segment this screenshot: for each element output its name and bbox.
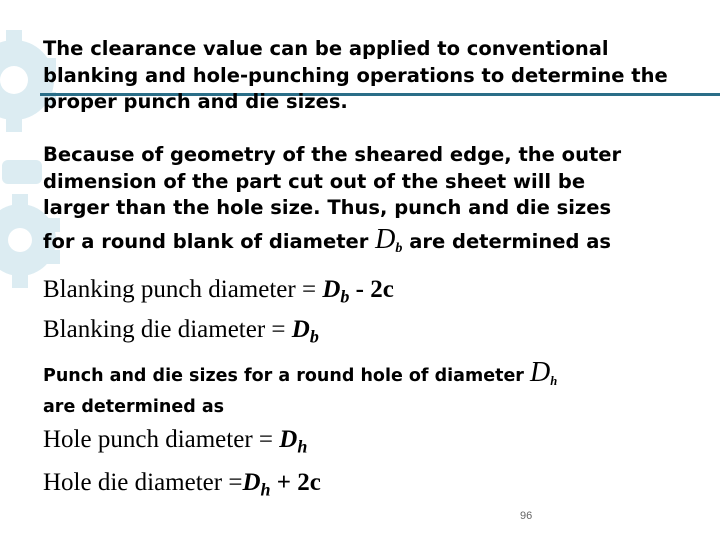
geometry-line-4-prefix: for a round blank of diameter	[43, 230, 376, 253]
diameter-subscript: b	[395, 240, 403, 257]
equation-tail: - 2c	[349, 276, 394, 303]
hole-die-equation	[43, 469, 321, 500]
diameter-variable: D	[375, 224, 396, 255]
equation-subscript: b	[309, 326, 319, 347]
equation-text: Blanking die diameter =	[43, 316, 292, 343]
geometry-paragraph	[43, 142, 621, 222]
equation-text: Hole punch diameter =	[43, 426, 280, 453]
intro-paragraph: The clearance value can be applied to conventional blanking and hole-punching operations to determine the proper punch and die sizes.	[43, 37, 668, 113]
equation-tail: + 2c	[270, 469, 321, 496]
equation-variable: D	[291, 316, 310, 343]
hole-line-2: are determined as	[43, 396, 225, 417]
equation-text: Hole die diameter =	[43, 469, 243, 496]
page-number: 96	[520, 510, 533, 522]
blanking-die-equation	[43, 316, 319, 347]
geometry-line-1: Because of geometry of the sheared edge, the outer	[43, 143, 622, 166]
geometry-line-2: dimension of the part cut out of the sheet will be	[43, 169, 586, 193]
geometry-line-3: larger than the hole size. Thus, punch and die sizes	[43, 196, 612, 219]
geometry-line-4	[43, 224, 611, 257]
equation-subscript: h	[297, 436, 308, 457]
equation-text: Blanking punch diameter =	[43, 276, 323, 303]
equation-variable: D	[242, 469, 261, 496]
geometry-line-4-suffix: are determined as	[402, 230, 611, 253]
hole-diameter-variable: D	[530, 357, 551, 388]
equation-variable: D	[322, 276, 341, 303]
equation-subscript: h	[260, 479, 271, 500]
blanking-punch-equation	[43, 276, 394, 307]
equation-variable: D	[279, 426, 298, 453]
hole-diameter-subscript: h	[550, 373, 558, 388]
hole-punch-equation	[43, 426, 307, 457]
hole-paragraph	[43, 357, 558, 420]
hole-line-1-text: Punch and die sizes for a round hole of diameter	[43, 366, 531, 386]
hole-line-1	[43, 357, 558, 394]
equation-subscript: b	[340, 286, 350, 307]
